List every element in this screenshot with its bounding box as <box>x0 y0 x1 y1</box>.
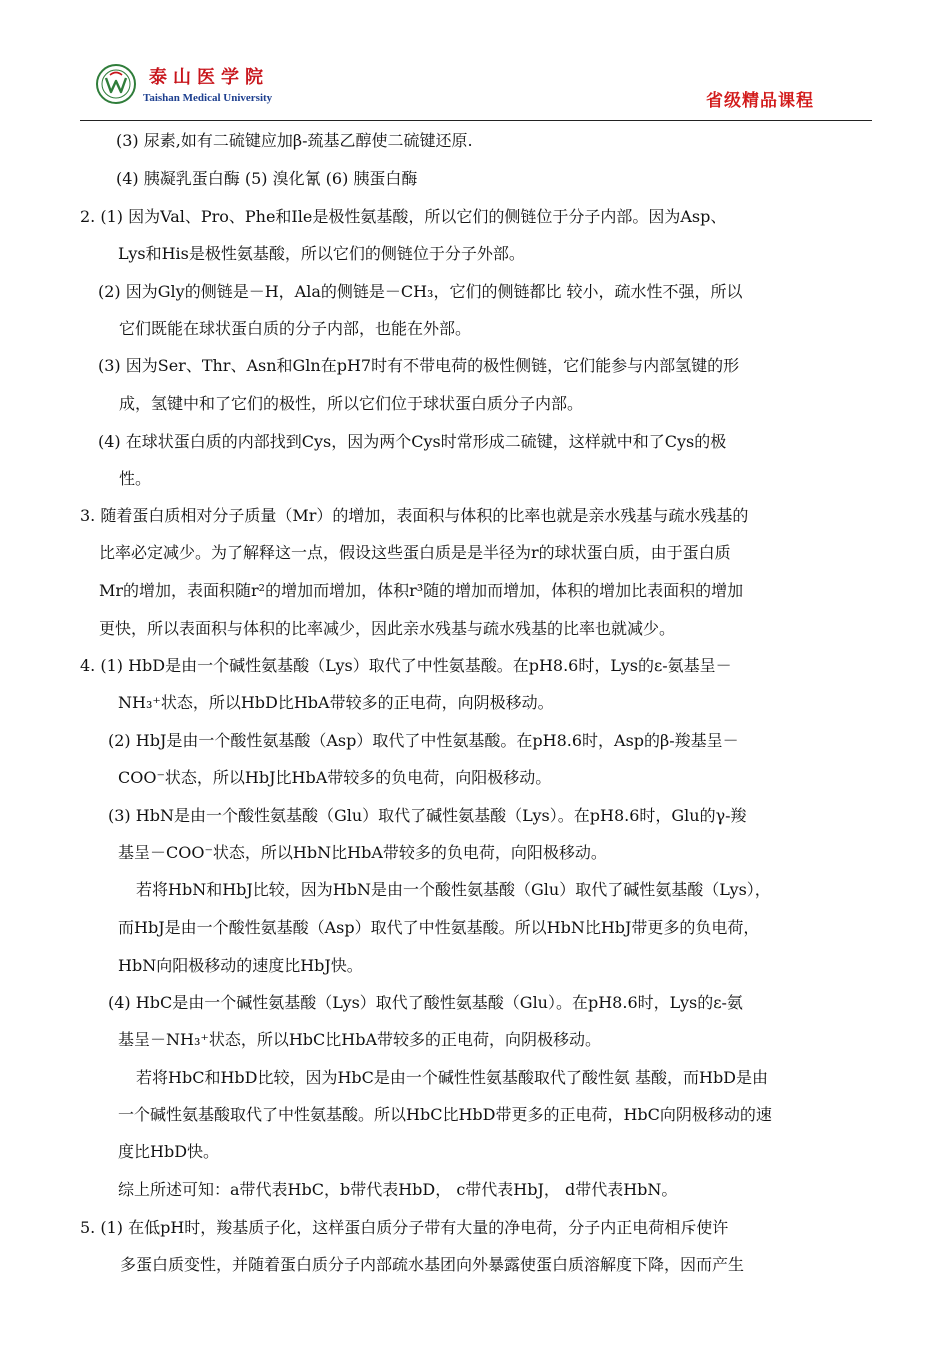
text-line: 基呈－COO⁻状态，所以HbN比HbA带较多的负电荷，向阳极移动。 <box>118 843 607 862</box>
text-line: 一个碱性氨基酸取代了中性氨基酸。所以HbC比HbD带更多的正电荷，HbC向阴极移动的速 <box>118 1105 772 1124</box>
text-line: 多蛋白质变性，并随着蛋白质分子内部疏水基团向外暴露使蛋白质溶解度下降，因而产生 <box>120 1255 745 1274</box>
text-line: 5. (1) 在低pH时，羧基质子化，这样蛋白质分子带有大量的净电荷，分子内正电荷相斥使许 <box>80 1218 729 1237</box>
text-line: 2. (1) 因为Val、Pro、Phe和Ile是极性氨基酸，所以它们的侧链位于分子内部。因为Asp、 <box>80 207 727 226</box>
text-line: (4) 在球状蛋白质的内部找到Cys，因为两个Cys时常形成二硫键，这样就中和了Cys的极 <box>98 432 727 451</box>
school-name-cn: 泰山医学院 <box>149 67 269 88</box>
text-line: Lys和His是极性氨基酸，所以它们的侧链位于分子外部。 <box>118 244 525 263</box>
text-line: 成，氢键中和了它们的极性，所以它们位于球状蛋白质分子内部。 <box>119 394 584 413</box>
text-line: (2) 因为Gly的侧链是－H，Ala的侧链是－CH₃，它们的侧链都比 较小，疏水性不强，所以 <box>98 282 743 301</box>
text-line: 比率必定减少。为了解释这一点，假设这些蛋白质是是半径为r的球状蛋白质，由于蛋白质 <box>99 543 731 562</box>
header-divider <box>80 120 872 121</box>
school-name-en: Taishan Medical University <box>143 92 273 104</box>
course-label: 省级精品课程 <box>706 91 814 111</box>
text-line: (4) HbC是由一个碱性氨基酸（Lys）取代了酸性氨基酸（Glu）。在pH8.6时，Lys的ε-氨 <box>108 993 743 1012</box>
text-line: 综上所述可知：a带代表HbC，b带代表HbD， c带代表HbJ， d带代表HbN。 <box>118 1180 678 1199</box>
text-line: 基呈－NH₃⁺状态，所以HbC比HbA带较多的正电荷，向阴极移动。 <box>118 1030 602 1049</box>
text-line: (3) 因为Ser、Thr、Asn和Gln在pH7时有不带电荷的极性侧链，它们能参与内部氢键的形 <box>98 356 740 375</box>
text-line: 它们既能在球状蛋白质的分子内部，也能在外部。 <box>119 319 472 338</box>
text-line: (2) HbJ是由一个酸性氨基酸（Asp）取代了中性氨基酸。在pH8.6时，Asp的β-羧基呈－ <box>108 731 739 750</box>
text-line: 若将HbC和HbD比较，因为HbC是由一个碱性性氨基酸取代了酸性氨 基酸，而HbD是由 <box>136 1068 769 1087</box>
text-line: 度比HbD快。 <box>118 1142 220 1161</box>
text-line: 而HbJ是由一个酸性氨基酸（Asp）取代了中性氨基酸。所以HbN比HbJ带更多的负电荷， <box>118 918 760 937</box>
university-logo <box>96 64 136 104</box>
text-line: 4. (1) HbD是由一个碱性氨基酸（Lys）取代了中性氨基酸。在pH8.6时，Lys的ε-氨基呈－ <box>80 656 732 675</box>
text-line: 若将HbN和HbJ比较，因为HbN是由一个酸性氨基酸（Glu）取代了碱性氨基酸（Lys）， <box>136 880 771 899</box>
text-line: (3) 尿素,如有二硫键应加β-巯基乙醇使二硫键还原. <box>116 131 473 150</box>
text-line: HbN向阳极移动的速度比HbJ快。 <box>118 956 363 975</box>
text-line: 3. 随着蛋白质相对分子质量（Mr）的增加，表面积与体积的比率也就是亲水残基与疏水残基的 <box>80 506 749 525</box>
text-line: Mr的增加，表面积随r²的增加而增加，体积r³随的增加而增加，体积的增加比表面积的增加 <box>99 581 744 600</box>
text-line: (4) 胰凝乳蛋白酶 (5) 溴化氰 (6) 胰蛋白酶 <box>116 169 418 188</box>
text-line: COO⁻状态，所以HbJ比HbA带较多的负电荷，向阳极移动。 <box>118 768 552 787</box>
text-line: 性。 <box>119 469 152 488</box>
text-line: NH₃⁺状态，所以HbD比HbA带较多的正电荷，向阴极移动。 <box>118 693 554 712</box>
text-line: (3) HbN是由一个酸性氨基酸（Glu）取代了碱性氨基酸（Lys）。在pH8.6时，Glu的γ-羧 <box>108 806 747 825</box>
text-line: 更快，所以表面积与体积的比率减少，因此亲水残基与疏水残基的比率也就减少。 <box>99 619 676 638</box>
